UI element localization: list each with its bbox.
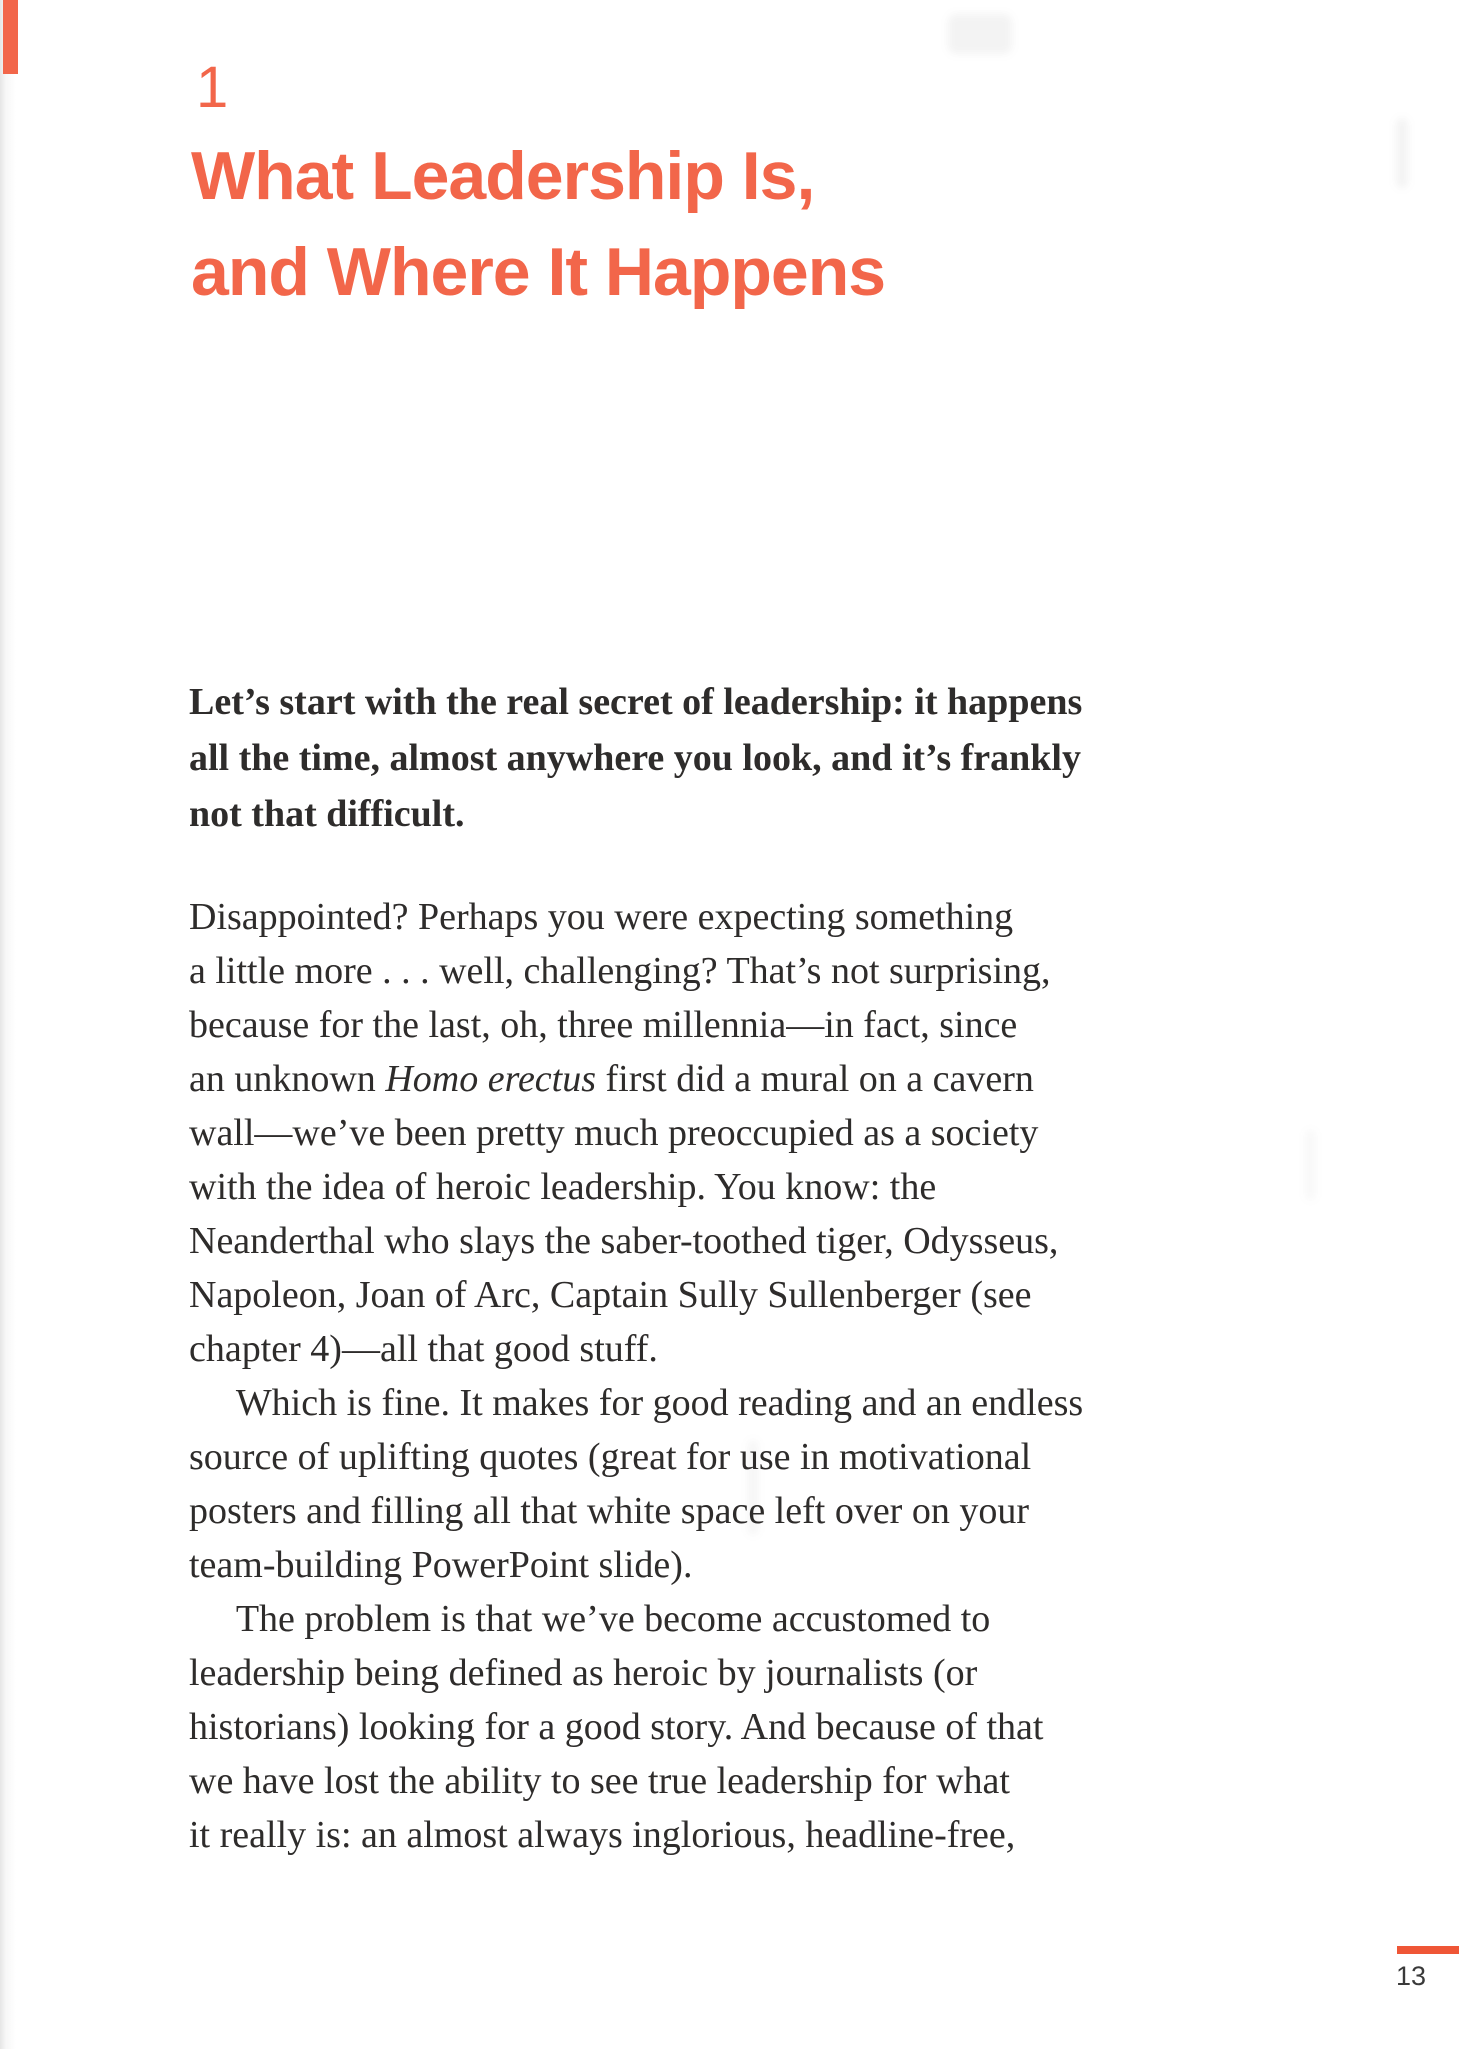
chapter-title [191, 128, 885, 320]
text-line: leadership being defined as heroic by journalists (or [189, 1652, 978, 1694]
text-line: Let’s start with the real secret of leadership: it happens [189, 681, 1083, 723]
text-line: Napoleon, Joan of Arc, Captain Sully Sullenberger (see [189, 1274, 1032, 1316]
text-line: Which is fine. It makes for good reading and an endless [189, 1382, 1084, 1424]
text-line: Disappointed? Perhaps you were expecting something [189, 896, 1014, 938]
text-line: an unknown Homo erectus first did a mural on a cavern [189, 1058, 1034, 1100]
scan-artifact [948, 14, 1012, 54]
text-line: historians) looking for a good story. And because of that [189, 1706, 1044, 1748]
text-line: a little more . . . well, challenging? That’s not surprising, [189, 950, 1051, 992]
text-line: with the idea of heroic leadership. You know: the [189, 1166, 937, 1208]
text-line: wall—we’ve been pretty much preoccupied as a society [189, 1112, 1039, 1154]
scan-artifact [1306, 1130, 1315, 1200]
corner-accent-bar [3, 0, 18, 74]
page-left-edge-shadow [0, 0, 16, 2049]
footer-accent-bar [1397, 1946, 1459, 1954]
text-line: because for the last, oh, three millennia—in fact, since [189, 1004, 1018, 1046]
text-line: it really is: an almost always inglorious, headline-free, [189, 1814, 1016, 1856]
text-line: Neanderthal who slays the saber-toothed tiger, Odysseus, [189, 1220, 1059, 1262]
text-line: we have lost the ability to see true leadership for what [189, 1760, 1010, 1802]
scan-artifact [1396, 118, 1408, 188]
lead-paragraph [189, 674, 1082, 842]
chapter-title-line: What Leadership Is, [191, 138, 815, 214]
text-line: posters and filling all that white space left over on your [189, 1490, 1029, 1532]
page-number: 13 [1396, 1961, 1427, 1991]
text-line: chapter 4)—all that good stuff. [189, 1328, 658, 1370]
text-line: team-building PowerPoint slide). [189, 1544, 693, 1586]
text-line: The problem is that we’ve become accustomed to [189, 1598, 991, 1640]
chapter-title-line: and Where It Happens [191, 234, 886, 310]
body-text [189, 890, 1083, 1862]
text-line: not that difficult. [189, 793, 465, 835]
text-line: all the time, almost anywhere you look, and it’s frankly [189, 737, 1081, 779]
text-line: source of uplifting quotes (great for use in motivational [189, 1436, 1032, 1478]
chapter-number: 1 [196, 55, 229, 120]
